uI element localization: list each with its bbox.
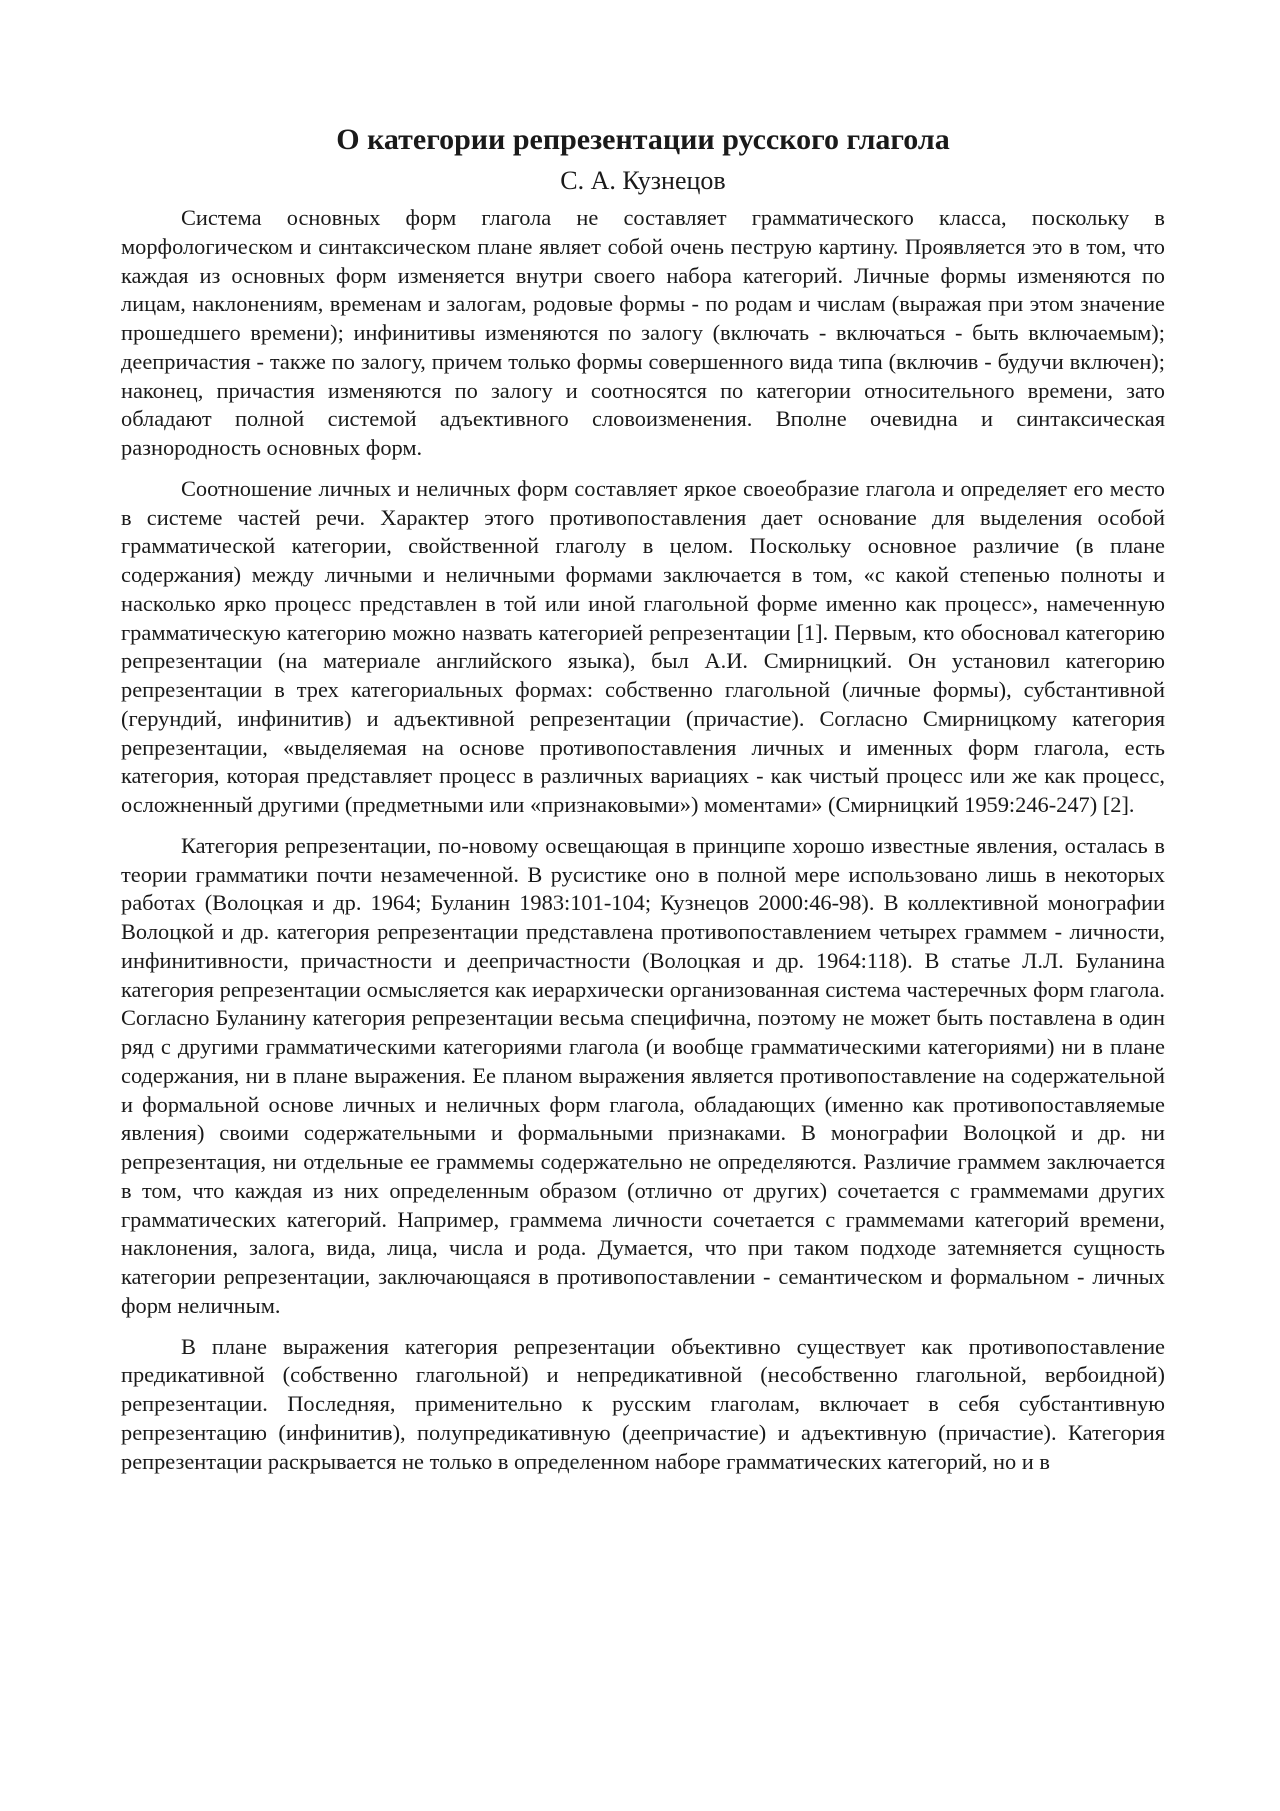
document-page: [121, 120, 1165, 1476]
paragraph-3: Категория репрезентации, по-новому освещающая в принципе хорошо известные явления, осталась в теории грамматики почти незамеченной. В русистике оно в полной мере использовано лишь в некоторых работах (Волоцкая и др. 1964; Буланин 1983:101-104; Кузнецов 2000:46-98). В коллективной монографии Волоцкой и др. категория репрезентации представлена противопоставлением четырех граммем - личности, инфинитивности, причастности и деепричастности (Волоцкая и др. 1964:118). В статье Л.Л. Буланина категория репрезентации осмысляется как иерархически организованная система частеречных форм глагола. Согласно Буланину категория репрезентации весьма специфична, поэтому не может быть поставлена в один ряд с другими грамматическими категориями глагола (и вообще грамматическими категориями) ни в плане содержания, ни в плане выражения. Ее планом выражения является противопоставление на содержательной и формальной основе личных и неличных форм глагола, обладающих (именно как противопоставляемые явления) своими содержательными и формальными признаками. В монографии Волоцкой и др. ни репрезентация, ни отдельные ее граммемы содержательно не определяются. Различие граммем заключается в том, что каждая из них определенным образом (отлично от других) сочетается с граммемами других грамматических категорий. Например, граммема личности сочетается с граммемами категорий времени, наклонения, залога, вида, лица, числа и рода. Думается, что при таком подходе затемняется сущность категории репрезентации, заключающаяся в противопоставлении - семантическом и формальном - личных форм неличным.: [121, 832, 1165, 1318]
paragraph-4: В плане выражения категория репрезентации объективно существует как противопоставление предикативной (собственно глагольной) и непредикативной (несобственно глагольной, вербоидной) репрезентации. Последняя, применительно к русским глаголам, включает в себя субстантивную репрезентацию (инфинитив), полупредикативную (деепричастие) и адъективную (причастие). Категория репрезентации раскрывается не только в определенном наборе грамматических категорий, но и в: [121, 1333, 1165, 1474]
paragraph-1: Система основных форм глагола не составляет грамматического класса, поскольку в морфологическом и синтаксическом плане являет собой очень пеструю картину. Проявляется это в том, что каждая из основных форм изменяется внутри своего набора категорий. Личные формы изменяются по лицам, наклонениям, временам и залогам, родовые формы - по родам и числам (выражая при этом значение прошедшего времени); инфинитивы изменяются по залогу (включать - включаться - быть включаемым); деепричастия - также по залогу, причем только формы совершенного вида типа (включив - будучи включен); наконец, причастия изменяются по залогу и соотносятся по категории относительного времени, зато обладают полной системой адъективного словоизменения. Вполне очевидна и синтаксическая разнородность основных форм.: [121, 205, 1165, 460]
document-title: О категории репрезентации русского глагола: [336, 123, 950, 156]
document-author: С. А. Кузнецов: [560, 166, 726, 195]
paragraph-2: Соотношение личных и неличных форм составляет яркое своеобразие глагола и определяет его место в системе частей речи. Характер этого противопоставления дает основание для выделения особой грамматической категории, свойственной глаголу в целом. Поскольку основное различие (в плане содержания) между личными и неличными формами заключается в том, «с какой степенью полноты и насколько ярко процесс представлен в той или иной глагольной форме именно как процесс», намеченную грамматическую категорию можно назвать категорией репрезентации [1]. Первым, кто обосновал категорию репрезентации (на материале английского языка), был А.И. Смирницкий. Он установил категорию репрезентации в трех категориальных формах: собственно глагольной (личные формы), субстантивной (герундий, инфинитив) и адъективной репрезентации (причастие). Согласно Смирницкому категория репрезентации, «выделяемая на основе противопоставления личных и именных форм глагола, есть категория, которая представляет процесс в различных вариациях - как чистый процесс или же как процесс, осложненный другими (предметными или «признаковыми») моментами» (Смирницкий 1959:246-247) [2].: [121, 475, 1165, 817]
